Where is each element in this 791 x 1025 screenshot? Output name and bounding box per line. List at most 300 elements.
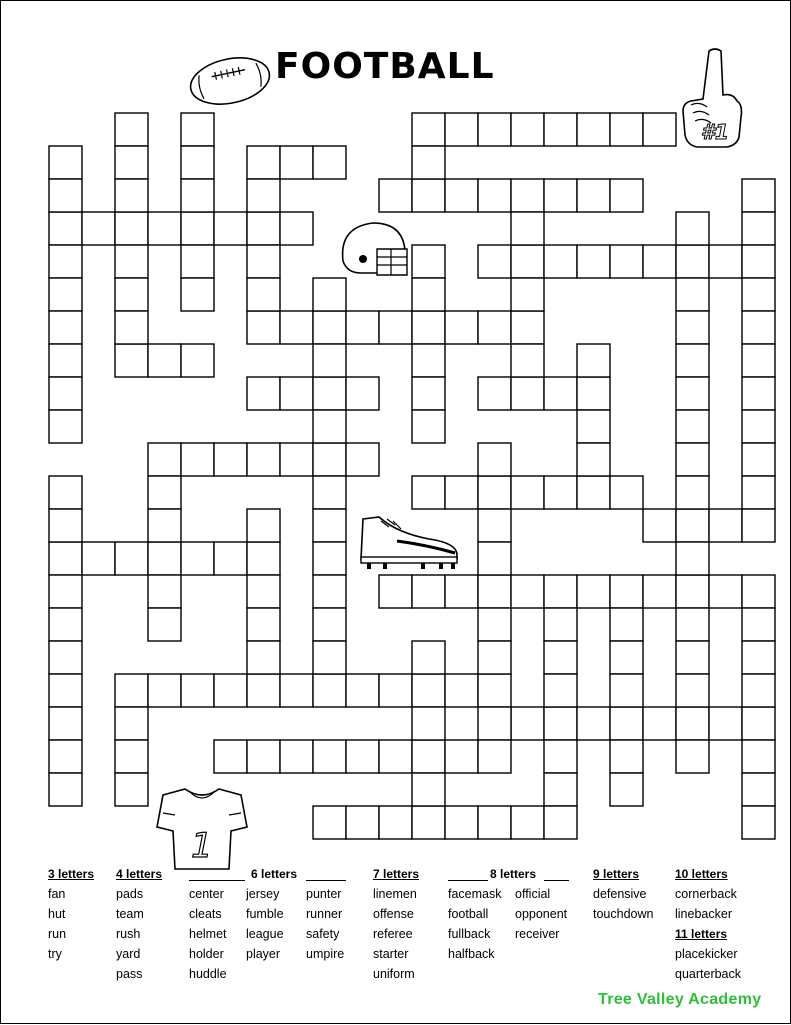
crossword-cell[interactable] [412,410,445,443]
word: jersey [246,887,280,901]
crossword-cell[interactable] [280,740,313,773]
crossword-cell[interactable] [49,608,82,641]
crossword-cell[interactable] [676,410,709,443]
crossword-cell[interactable] [742,443,775,476]
crossword-cell[interactable] [742,641,775,674]
crossword-cell[interactable] [181,146,214,179]
crossword-cell[interactable] [181,113,214,146]
crossword-cell[interactable] [610,707,643,740]
heading-3-letters: 3 letters [48,867,95,881]
word: team [116,907,144,921]
crossword-cell[interactable] [412,278,445,311]
crossword-cell[interactable] [445,311,478,344]
crossword-cell[interactable] [610,674,643,707]
word: pads [116,887,144,901]
crossword-cell[interactable] [412,476,445,509]
crossword-cell[interactable] [610,575,643,608]
heading-rule [306,880,346,881]
word: try [48,947,62,961]
crossword-cell[interactable] [148,674,181,707]
heading-6-letters: 6 letters [251,867,298,881]
crossword-cell[interactable] [313,443,346,476]
jersey-icon [155,783,249,873]
crossword-cell[interactable] [181,278,214,311]
crossword-cell[interactable] [346,806,379,839]
crossword-cell[interactable] [412,146,445,179]
crossword-cell[interactable] [247,674,280,707]
crossword-cell[interactable] [412,773,445,806]
word: opponent [515,907,568,921]
crossword-cell[interactable] [742,509,775,542]
crossword-cell[interactable] [148,443,181,476]
crossword-cell[interactable] [280,443,313,476]
crossword-cell[interactable] [742,377,775,410]
crossword-cell[interactable] [643,509,676,542]
word: runner [306,907,343,921]
crossword-cell[interactable] [148,212,181,245]
crossword-cell[interactable] [544,806,577,839]
crossword-cell[interactable] [511,278,544,311]
crossword-cell[interactable] [544,608,577,641]
crossword-cell[interactable] [115,674,148,707]
crossword-cell[interactable] [610,179,643,212]
word: cleats [189,907,222,921]
heading-rule [189,880,245,881]
crossword-cell[interactable] [247,245,280,278]
word: cornerback [675,887,737,901]
crossword-cell[interactable] [610,476,643,509]
word: helmet [189,927,227,941]
word: official [515,887,551,901]
crossword-cell[interactable] [676,641,709,674]
crossword-cell[interactable] [346,377,379,410]
crossword-cell[interactable] [445,674,478,707]
crossword-cell[interactable] [478,806,511,839]
crossword-cell[interactable] [148,344,181,377]
crossword-cell[interactable] [49,476,82,509]
crossword-cell[interactable] [49,740,82,773]
crossword-cell[interactable] [313,641,346,674]
word: league [246,927,284,941]
crossword-cell[interactable] [313,311,346,344]
crossword-cell[interactable] [49,278,82,311]
word: holder [189,947,224,961]
word: yard [116,947,141,961]
foam-finger-icon [679,45,749,151]
crossword-cell[interactable] [49,377,82,410]
crossword-cell[interactable] [82,542,115,575]
word: placekicker [675,947,738,961]
crossword-cell[interactable] [709,245,742,278]
crossword-cell[interactable] [181,443,214,476]
crossword-cell[interactable] [544,641,577,674]
word: run [48,927,67,941]
word: linemen [373,887,417,901]
crossword-cell[interactable] [478,377,511,410]
crossword-cell[interactable] [247,740,280,773]
crossword-cell[interactable] [676,443,709,476]
crossword-cell[interactable] [478,476,511,509]
crossword-cell[interactable] [346,311,379,344]
heading-4-letters: 4 letters [116,867,163,881]
word: football [448,907,489,921]
page-title: FOOTBALL [275,46,495,87]
crossword-cell[interactable] [148,509,181,542]
crossword-cell[interactable] [313,509,346,542]
crossword-cell[interactable] [610,608,643,641]
crossword-cell[interactable] [511,707,544,740]
crossword-cell[interactable] [643,245,676,278]
word: fan [48,887,66,901]
crossword-cell[interactable] [676,608,709,641]
crossword-cell[interactable] [478,245,511,278]
crossword-cell[interactable] [313,740,346,773]
crossword-cell[interactable] [610,245,643,278]
crossword-cell[interactable] [412,707,445,740]
crossword-cell[interactable] [676,476,709,509]
crossword-cell[interactable] [676,278,709,311]
crossword-cell[interactable] [676,212,709,245]
crossword-cell[interactable] [709,707,742,740]
word: defensive [593,887,647,901]
crossword-cell[interactable] [676,707,709,740]
crossword-cell[interactable] [742,245,775,278]
word: touchdown [593,907,654,921]
crossword-cell[interactable] [544,377,577,410]
crossword-cell[interactable] [478,740,511,773]
crossword-cell[interactable] [379,179,412,212]
crossword-cell[interactable] [478,707,511,740]
crossword-cell[interactable] [49,575,82,608]
crossword-cell[interactable] [511,311,544,344]
crossword-cell[interactable] [379,806,412,839]
crossword-cell[interactable] [445,179,478,212]
word: hut [48,907,66,921]
crossword-cell[interactable] [247,443,280,476]
word: receiver [515,927,560,941]
crossword-cell[interactable] [511,575,544,608]
crossword-cell[interactable] [478,179,511,212]
crossword-cell[interactable] [412,575,445,608]
crossword-cell[interactable] [148,575,181,608]
crossword-cell[interactable] [115,311,148,344]
heading-9-letters: 9 letters [593,867,640,881]
crossword-cell[interactable] [742,179,775,212]
crossword-cell[interactable] [544,476,577,509]
crossword-cell[interactable] [445,806,478,839]
word: uniform [373,967,415,981]
word: halfback [448,947,495,961]
word: linebacker [675,907,732,921]
crossword-cell[interactable] [214,542,247,575]
crossword-cell[interactable] [181,344,214,377]
crossword-cell[interactable] [742,344,775,377]
crossword-cell[interactable] [676,674,709,707]
crossword-cell[interactable] [709,575,742,608]
foam-finger-text: #1 [701,120,729,144]
crossword-cell[interactable] [610,773,643,806]
crossword-cell[interactable] [742,278,775,311]
crossword-cell[interactable] [214,674,247,707]
crossword-cell[interactable] [280,146,313,179]
crossword-cell[interactable] [742,410,775,443]
word: starter [373,947,409,961]
crossword-cell[interactable] [379,311,412,344]
crossword-cell[interactable] [478,575,511,608]
crossword-cell[interactable] [643,707,676,740]
crossword-cell[interactable] [115,278,148,311]
crossword-cell[interactable] [313,476,346,509]
crossword-cell[interactable] [280,212,313,245]
crossword-cell[interactable] [742,608,775,641]
crossword-cell[interactable] [115,773,148,806]
crossword-cell[interactable] [313,344,346,377]
crossword-cell[interactable] [313,608,346,641]
crossword-cell[interactable] [115,179,148,212]
crossword-cell[interactable] [478,608,511,641]
crossword-cell[interactable] [544,707,577,740]
crossword-cell[interactable] [577,575,610,608]
cleat-icon [357,513,463,573]
crossword-cell[interactable] [577,179,610,212]
crossword-cell[interactable] [610,113,643,146]
crossword-cell[interactable] [280,377,313,410]
crossword-cell[interactable] [49,509,82,542]
crossword-cell[interactable] [412,806,445,839]
word: pass [116,967,143,981]
crossword-cell[interactable] [49,674,82,707]
crossword-cell[interactable] [577,443,610,476]
crossword-cell[interactable] [511,113,544,146]
crossword-cell[interactable] [181,212,214,245]
crossword-cell[interactable] [412,740,445,773]
crossword-cell[interactable] [115,542,148,575]
crossword-cell[interactable] [412,179,445,212]
crossword-cell[interactable] [643,575,676,608]
crossword-cell[interactable] [181,542,214,575]
word: quarterback [675,967,742,981]
crossword-cell[interactable] [742,311,775,344]
crossword-cell[interactable] [247,377,280,410]
crossword-cell[interactable] [214,212,247,245]
crossword-cell[interactable] [247,542,280,575]
crossword-cell[interactable] [577,707,610,740]
crossword-cell[interactable] [643,113,676,146]
crossword-cell[interactable] [49,542,82,575]
crossword-cell[interactable] [49,641,82,674]
crossword-cell[interactable] [214,443,247,476]
crossword-cell[interactable] [544,245,577,278]
crossword-cell[interactable] [49,212,82,245]
crossword-cell[interactable] [742,476,775,509]
crossword-cell[interactable] [49,179,82,212]
crossword-cell[interactable] [577,245,610,278]
crossword-cell[interactable] [544,674,577,707]
crossword-cell[interactable] [181,245,214,278]
word: referee [373,927,413,941]
crossword-cell[interactable] [577,410,610,443]
crossword-cell[interactable] [709,509,742,542]
crossword-cell[interactable] [676,740,709,773]
crossword-cell[interactable] [742,773,775,806]
crossword-cell[interactable] [247,575,280,608]
crossword-cell[interactable] [115,740,148,773]
crossword-cell[interactable] [511,245,544,278]
crossword-cell[interactable] [148,542,181,575]
crossword-cell[interactable] [49,311,82,344]
crossword-cell[interactable] [544,740,577,773]
word: offense [373,907,414,921]
crossword-cell[interactable] [181,179,214,212]
crossword-cell[interactable] [49,146,82,179]
crossword-cell[interactable] [247,278,280,311]
crossword-cell[interactable] [610,740,643,773]
word: huddle [189,967,227,981]
crossword-cell[interactable] [445,575,478,608]
crossword-cell[interactable] [742,212,775,245]
crossword-cell[interactable] [511,212,544,245]
crossword-cell[interactable] [412,377,445,410]
crossword-cell[interactable] [577,113,610,146]
crossword-cell[interactable] [148,476,181,509]
crossword-cell[interactable] [247,179,280,212]
crossword-cell[interactable] [544,179,577,212]
crossword-cell[interactable] [247,146,280,179]
crossword-cell[interactable] [478,311,511,344]
word: fullback [448,927,491,941]
word: punter [306,887,342,901]
word: umpire [306,947,345,961]
crossword-cell[interactable] [412,311,445,344]
crossword-grid [1,1,791,861]
crossword-cell[interactable] [247,311,280,344]
crossword-cell[interactable] [478,443,511,476]
crossword-cell[interactable] [313,410,346,443]
crossword-cell[interactable] [379,674,412,707]
football-icon [187,51,273,111]
crossword-cell[interactable] [412,674,445,707]
crossword-cell[interactable] [247,509,280,542]
crossword-cell[interactable] [346,740,379,773]
word: rush [116,927,141,941]
crossword-cell[interactable] [544,113,577,146]
crossword-cell[interactable] [313,806,346,839]
crossword-cell[interactable] [280,674,313,707]
word: safety [306,927,340,941]
crossword-cell[interactable] [511,476,544,509]
word: facemask [448,887,502,901]
crossword-cell[interactable] [280,311,313,344]
crossword-cell[interactable] [313,146,346,179]
crossword-cell[interactable] [610,641,643,674]
heading-7-letters: 7 letters [373,867,420,881]
crossword-cell[interactable] [247,641,280,674]
crossword-cell[interactable] [115,707,148,740]
crossword-cell[interactable] [49,245,82,278]
crossword-cell[interactable] [511,806,544,839]
jersey-number: 1 [191,826,213,866]
crossword-cell[interactable] [247,608,280,641]
crossword-cell[interactable] [742,740,775,773]
crossword-cell[interactable] [676,311,709,344]
crossword-cell[interactable] [676,509,709,542]
crossword-cell[interactable] [478,542,511,575]
crossword-cell[interactable] [379,575,412,608]
crossword-cell[interactable] [445,476,478,509]
heading-11-letters: 11 letters [675,927,728,941]
crossword-cell[interactable] [577,377,610,410]
crossword-cell[interactable] [577,476,610,509]
crossword-cell[interactable] [478,674,511,707]
crossword-cell[interactable] [313,575,346,608]
heading-rule [544,880,569,881]
crossword-cell[interactable] [676,575,709,608]
crossword-cell[interactable] [544,773,577,806]
crossword-cell[interactable] [412,113,445,146]
crossword-cell[interactable] [412,344,445,377]
crossword-cell[interactable] [115,245,148,278]
crossword-cell[interactable] [346,674,379,707]
crossword-cell[interactable] [49,344,82,377]
crossword-cell[interactable] [445,113,478,146]
crossword-cell[interactable] [478,509,511,542]
crossword-cell[interactable] [346,443,379,476]
crossword-cell[interactable] [181,674,214,707]
crossword-cell[interactable] [676,344,709,377]
crossword-cell[interactable] [49,410,82,443]
crossword-cell[interactable] [247,212,280,245]
crossword-cell[interactable] [115,212,148,245]
crossword-cell[interactable] [115,113,148,146]
crossword-cell[interactable] [148,608,181,641]
crossword-cell[interactable] [49,773,82,806]
crossword-cell[interactable] [742,674,775,707]
crossword-cell[interactable] [49,707,82,740]
crossword-cell[interactable] [676,245,709,278]
crossword-cell[interactable] [511,344,544,377]
crossword-cell[interactable] [412,641,445,674]
crossword-cell[interactable] [313,542,346,575]
crossword-cell[interactable] [82,212,115,245]
crossword-cell[interactable] [379,740,412,773]
crossword-cell[interactable] [478,641,511,674]
crossword-cell[interactable] [676,542,709,575]
crossword-cell[interactable] [445,740,478,773]
crossword-cell[interactable] [115,344,148,377]
crossword-cell[interactable] [742,806,775,839]
crossword-cell[interactable] [742,575,775,608]
crossword-cell[interactable] [115,146,148,179]
word: player [246,947,281,961]
publisher-credit: Tree Valley Academy [598,991,762,1008]
crossword-cell[interactable] [214,740,247,773]
crossword-cell[interactable] [412,245,445,278]
crossword-cell[interactable] [544,575,577,608]
crossword-cell[interactable] [511,179,544,212]
crossword-cell[interactable] [511,377,544,410]
heading-8-letters: 8 letters [490,867,537,881]
crossword-cell[interactable] [313,377,346,410]
crossword-cell[interactable] [676,377,709,410]
heading-rule [448,880,488,881]
helmet-icon [337,217,411,285]
crossword-cell[interactable] [742,707,775,740]
crossword-cell[interactable] [577,344,610,377]
word: center [189,887,224,901]
word: fumble [246,907,284,921]
crossword-cell[interactable] [313,674,346,707]
crossword-cell[interactable] [478,113,511,146]
